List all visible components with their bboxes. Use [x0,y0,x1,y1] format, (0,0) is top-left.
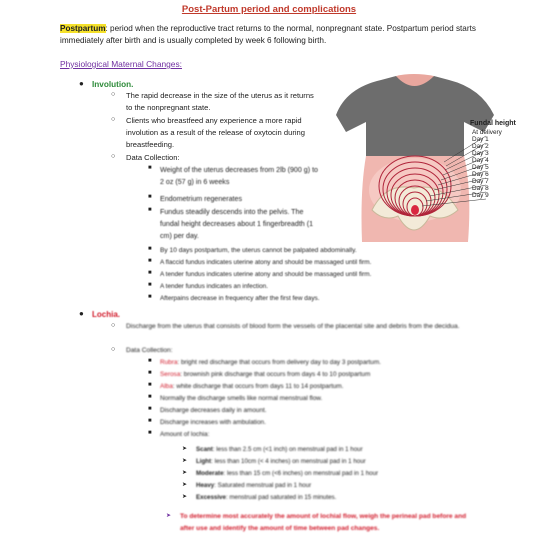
square-bullet-icon: ■ [148,430,152,436]
square-bullet-icon: ■ [148,282,152,288]
amount-name: Excessive [196,494,226,501]
square-bullet-icon: ■ [148,270,152,276]
square-bullet-icon: ■ [148,394,152,400]
figure-title: Fundal height [470,120,516,127]
square-bullet-icon: ■ [148,207,152,213]
bullet-icon: ● [79,79,84,88]
physiological-heading: Physiological Maternal Changes: [60,59,182,69]
lochia-more-4: Amount of lochia: [160,431,210,438]
fundal-height-figure [326,70,536,242]
dc-item-5: A flaccid fundus indicates uterine atony and should be massaged until firm. [160,259,372,266]
figure-label: Day 1 [472,136,489,143]
amount-2 [196,456,496,468]
square-bullet-icon: ■ [148,258,152,264]
arrow-bullet-icon: ➤ [166,513,172,519]
square-bullet-icon: ■ [148,406,152,412]
lochia-item-2: Data Collection: [126,347,173,354]
lochia-type-3 [160,381,490,393]
square-bullet-icon: ■ [148,194,152,200]
arrow-bullet-icon: ➤ [182,494,188,500]
circle-bullet-icon: ○ [111,153,116,160]
lochia-type-2 [160,369,490,381]
lochia-type-name: Alba [160,383,173,390]
lochia-type-name: Rubra [160,359,178,366]
lochia-type-name: Serosa [160,371,181,378]
amount-text: : less than 15 cm (<6 inches) on menstrual pad in 1 hour [223,470,379,477]
amount-name: Heavy [196,482,215,489]
arrow-bullet-icon: ➤ [182,470,188,476]
lochia-final-note: To determine most accurately the amount of lochial flow, weigh the perineal pad before and after use and identify the amount of time between pad changes. [180,513,467,532]
lochia-type-text: : white discharge that occurs from days 11 to 14 postpartum. [172,383,344,390]
square-bullet-icon: ■ [148,358,152,364]
figure-label: Day 5 [472,164,489,171]
postpartum-term: Postpartum [60,24,106,33]
lochia-item-1: Discharge from the uterus that consists of blood form the vessels of the placental site and debris from the decidua. [126,323,460,330]
dc-item-6: A tender fundus indicates uterine atony and should be massaged until firm. [160,271,372,278]
lochia-type-1 [160,357,490,369]
amount-text: : Saturated menstrual pad in 1 hour [214,482,312,489]
circle-bullet-icon: ○ [111,91,116,98]
lochia-more-1: Normally the discharge smells like normal menstrual flow. [160,395,323,402]
figure-labels [472,129,502,199]
arrow-bullet-icon: ➤ [182,458,188,464]
circle-bullet-icon: ○ [111,116,116,123]
dc-item-2: Endometrium regenerates [160,195,243,203]
lochia-more-2: Discharge decreases daily in amount. [160,407,267,414]
amount-4 [196,480,496,492]
figure-label: Day 2 [472,143,489,150]
amount-text: : less than 10cm (< 4 inches) on menstrual pad in 1 hour [211,458,366,465]
lochia-type-text: : bright red discharge that occurs from delivery day to day 3 postpartum. [177,359,381,366]
dc-item-7: A tender fundus indicates an infection. [160,283,269,290]
figure-label: Day 3 [472,150,489,157]
intro-paragraph [60,23,480,47]
circle-bullet-icon: ○ [111,322,116,329]
square-bullet-icon: ■ [148,370,152,376]
amount-text: : less than 2.5 cm (<1 inch) on menstrual pad in 1 hour [212,446,363,453]
amount-name: Light [196,458,212,465]
square-bullet-icon: ■ [148,382,152,388]
square-bullet-icon: ■ [148,246,152,252]
figure-label: Day 4 [472,157,489,164]
dc-item-3: Fundus steadily descends into the pelvis. The fundal height decreases about 1 fingerbreadth (1 cm) per day. [160,208,314,240]
amount-1 [196,444,496,456]
figure-label: Day 7 [472,178,489,185]
amount-3 [196,468,496,480]
dc-item-8: Afterpains decrease in frequency after the first few days. [160,295,320,302]
amount-text: : menstrual pad saturated in 15 minutes. [225,494,337,501]
involution-item-3: Data Collection: [126,153,180,162]
figure-label: Day 8 [472,185,489,192]
dc-item-4: By 10 days postpartum, the uterus cannot be palpated abdominally. [160,247,357,254]
arrow-bullet-icon: ➤ [182,446,188,452]
square-bullet-icon: ■ [148,418,152,424]
lochia-more-3: Discharge increases with ambulation. [160,419,266,426]
figure-label: Day 9 [472,192,489,199]
involution-item-1: The rapid decrease in the size of the uterus as it returns to the nonpregnant state. [126,91,314,112]
square-bullet-icon: ■ [148,165,152,171]
page-title: Post-Partum period and complications [181,4,357,15]
involution-heading: Involution. [92,80,134,89]
lochia-heading: Lochia. [92,310,121,319]
figure-label: Day 6 [472,171,489,178]
arrow-bullet-icon: ➤ [182,482,188,488]
amount-name: Moderate [196,470,224,477]
figure-label: At delivery [472,129,502,136]
bullet-icon: ● [79,309,84,318]
square-bullet-icon: ■ [148,294,152,300]
circle-bullet-icon: ○ [111,346,116,353]
lochia-type-text: : brownish pink discharge that occurs from days 4 to 10 postpartum [180,371,371,378]
amount-5 [196,492,496,504]
involution-item-2: Clients who breastfeed any experience a more rapid involution as a result of the release of oxytocin during breastfeeding. [126,116,305,149]
amount-name: Scant [196,446,213,453]
postpartum-definition: : period when the reproductive tract returns to the normal, nonpregnant state. Postpartum period starts immediately after birth and is usually completed by week 6 following birth. [60,24,476,45]
dc-item-1: Weight of the uterus decreases from 2lb (900 g) to 2 oz (57 g) in 6 weeks [160,166,318,186]
